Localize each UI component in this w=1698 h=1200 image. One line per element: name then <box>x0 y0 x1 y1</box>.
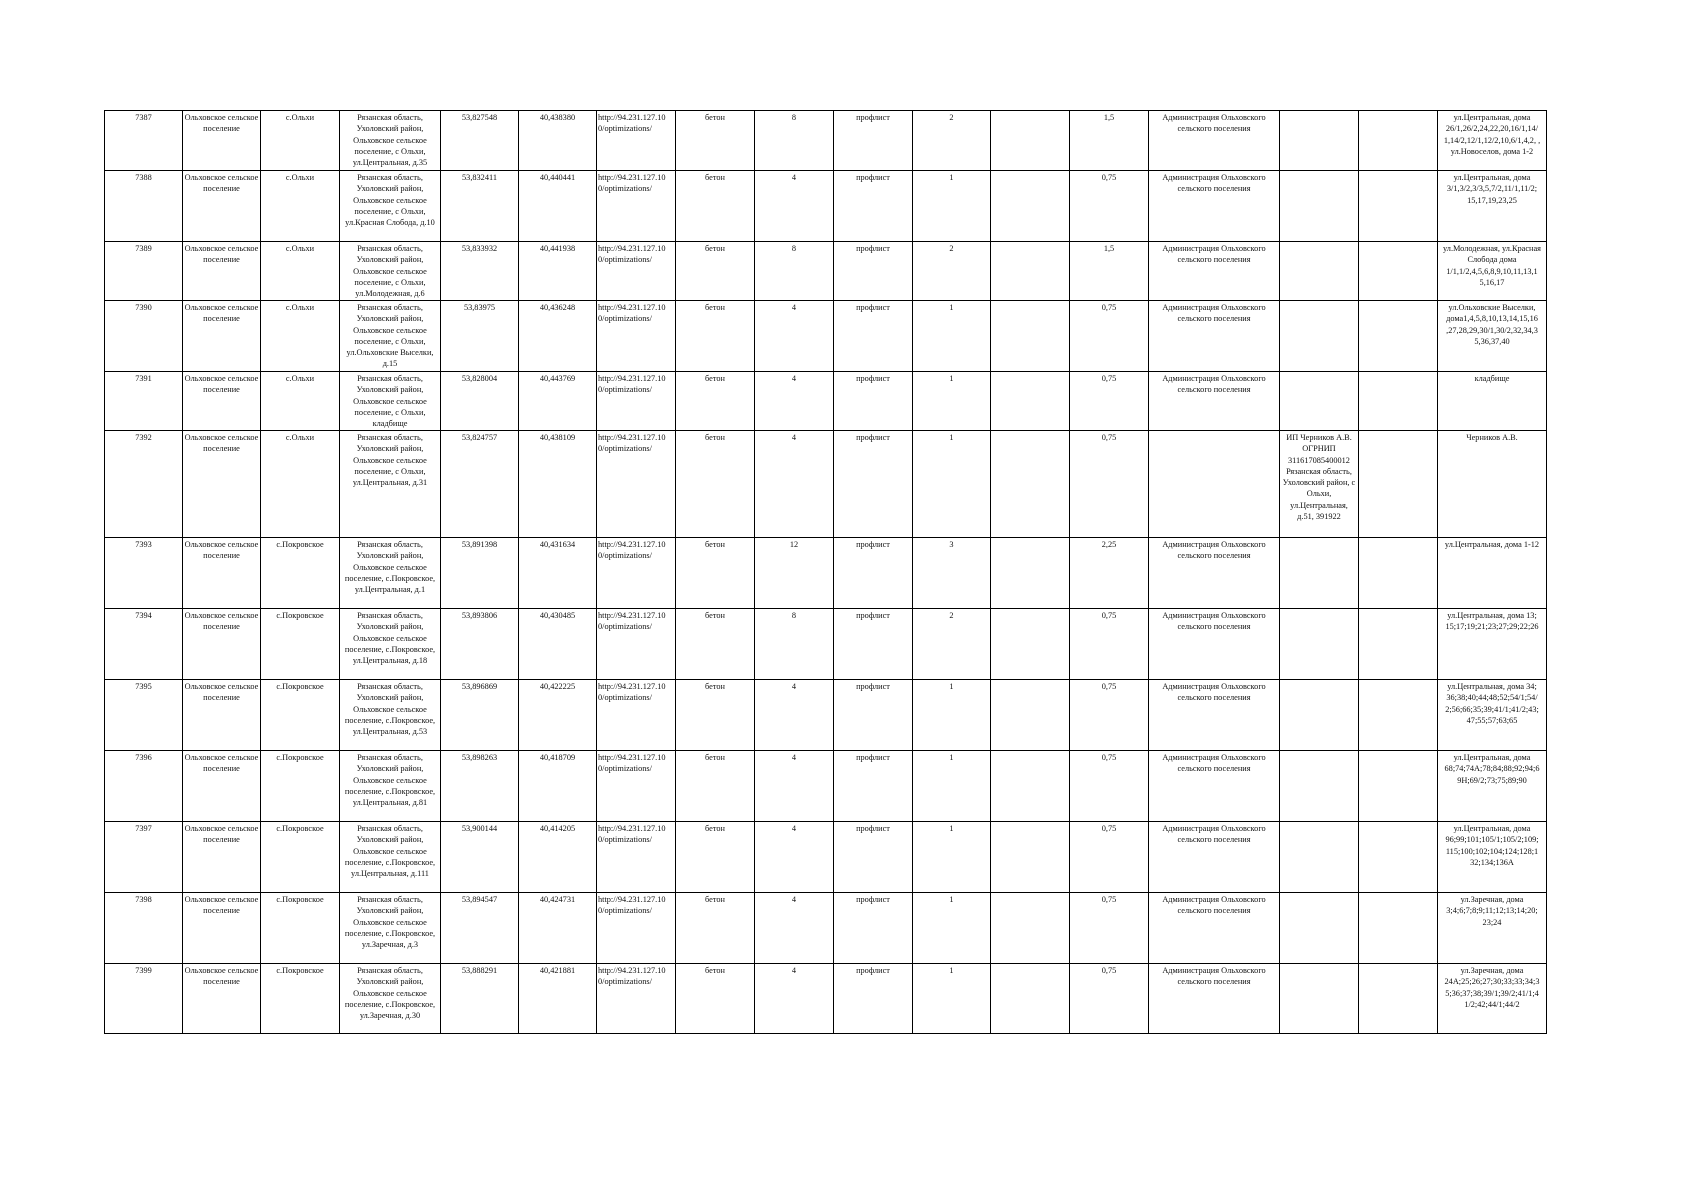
latitude: 53,824757 <box>441 431 519 538</box>
empty-cell <box>1359 372 1438 431</box>
settlement-name: Ольховское сельское поселение <box>183 538 261 609</box>
surface-type: бетон <box>676 372 755 431</box>
site-owner: Администрация Ольховского сельского поселения <box>1149 680 1280 751</box>
empty-cell <box>1359 751 1438 822</box>
table-row <box>105 111 1547 171</box>
empty-cell <box>991 372 1070 431</box>
village-name: с.Покровское <box>261 964 340 1034</box>
site-address: Рязанская область, Ухоловский район, Ольховское сельское поселение, с Ольхи, ул.Центральная, д.31 <box>340 431 441 538</box>
longitude: 40,436248 <box>519 301 597 372</box>
surface-type: бетон <box>676 431 755 538</box>
site-area: 4 <box>755 964 834 1034</box>
table-row <box>105 751 1547 822</box>
empty-cell <box>1359 301 1438 372</box>
longitude: 40,441938 <box>519 242 597 301</box>
empty-cell <box>991 609 1070 680</box>
fence-type: профлист <box>834 301 913 372</box>
container-volume: 0,75 <box>1070 609 1149 680</box>
site-area: 8 <box>755 609 834 680</box>
site-address: Рязанская область, Ухоловский район, Ольховское сельское поселение, с Ольхи, ул.Молодежная, д.6 <box>340 242 441 301</box>
empty-cell <box>991 301 1070 372</box>
village-name: с.Покровское <box>261 680 340 751</box>
served-addresses: ул.Центральная, дома 3/1,3/2,3/3,5,7/2,11/1,11/2; 15,17,19,23,25 <box>1438 171 1547 242</box>
record-id: 7387 <box>105 111 183 171</box>
register-table <box>104 110 1547 1034</box>
longitude: 40,430485 <box>519 609 597 680</box>
container-count: 1 <box>913 680 991 751</box>
owner-details <box>1280 680 1359 751</box>
site-address: Рязанская область, Ухоловский район, Ольховское сельское поселение, с.Покровское, ул.Заречная, д.30 <box>340 964 441 1034</box>
empty-cell <box>1359 609 1438 680</box>
empty-cell <box>1359 431 1438 538</box>
longitude: 40,421881 <box>519 964 597 1034</box>
site-area: 12 <box>755 538 834 609</box>
owner-details <box>1280 171 1359 242</box>
settlement-name: Ольховское сельское поселение <box>183 893 261 964</box>
container-volume: 0,75 <box>1070 680 1149 751</box>
fence-type: профлист <box>834 893 913 964</box>
settlement-name: Ольховское сельское поселение <box>183 111 261 171</box>
record-id: 7398 <box>105 893 183 964</box>
longitude: 40,438380 <box>519 111 597 171</box>
served-addresses: ул.Центральная, дома 13; 15;17;19;21;23;27;29;22;26 <box>1438 609 1547 680</box>
village-name: с.Ольхи <box>261 111 340 171</box>
container-volume: 1,5 <box>1070 242 1149 301</box>
served-addresses: ул.Ольховские Выселки, дома1,4,5,8,10,13,14,15,16 ,27,28,29,30/1,30/2,32,34,3 5,36,37,40 <box>1438 301 1547 372</box>
record-id: 7399 <box>105 964 183 1034</box>
owner-details <box>1280 538 1359 609</box>
site-owner: Администрация Ольховского сельского поселения <box>1149 538 1280 609</box>
container-count: 1 <box>913 431 991 538</box>
served-addresses: ул.Центральная, дома 26/1,26/2,24,22,20,16/1,14/ 1,14/2,12/1,12/2,10,6/1,4,2, , ул.Новоселов, дома 1-2 <box>1438 111 1547 171</box>
empty-cell <box>991 893 1070 964</box>
latitude: 53,888291 <box>441 964 519 1034</box>
site-area: 4 <box>755 301 834 372</box>
settlement-name: Ольховское сельское поселение <box>183 171 261 242</box>
served-addresses: ул.Заречная, дома 3;4;6;7;8;9;11;12;13;14;20; 23;24 <box>1438 893 1547 964</box>
fence-type: профлист <box>834 609 913 680</box>
surface-type: бетон <box>676 171 755 242</box>
map-link[interactable]: http://94.231.127.10 0/optimizations/ <box>597 964 676 1034</box>
map-link[interactable]: http://94.231.127.10 0/optimizations/ <box>597 680 676 751</box>
longitude: 40,440441 <box>519 171 597 242</box>
latitude: 53,83975 <box>441 301 519 372</box>
record-id: 7390 <box>105 301 183 372</box>
site-address: Рязанская область, Ухоловский район, Ольховское сельское поселение, с.Покровское, ул.Центральная, д.53 <box>340 680 441 751</box>
table-row <box>105 301 1547 372</box>
village-name: с.Ольхи <box>261 301 340 372</box>
site-area: 8 <box>755 242 834 301</box>
fence-type: профлист <box>834 822 913 893</box>
village-name: с.Покровское <box>261 893 340 964</box>
village-name: с.Покровское <box>261 609 340 680</box>
site-owner: Администрация Ольховского сельского поселения <box>1149 893 1280 964</box>
map-link[interactable]: http://94.231.127.10 0/optimizations/ <box>597 372 676 431</box>
table-row <box>105 893 1547 964</box>
village-name: с.Ольхи <box>261 372 340 431</box>
longitude: 40,414205 <box>519 822 597 893</box>
latitude: 53,891398 <box>441 538 519 609</box>
surface-type: бетон <box>676 751 755 822</box>
owner-details <box>1280 822 1359 893</box>
table-row <box>105 822 1547 893</box>
settlement-name: Ольховское сельское поселение <box>183 964 261 1034</box>
site-area: 4 <box>755 171 834 242</box>
map-link[interactable]: http://94.231.127.10 0/optimizations/ <box>597 171 676 242</box>
container-volume: 0,75 <box>1070 822 1149 893</box>
record-id: 7391 <box>105 372 183 431</box>
settlement-name: Ольховское сельское поселение <box>183 822 261 893</box>
owner-details <box>1280 609 1359 680</box>
map-link[interactable]: http://94.231.127.10 0/optimizations/ <box>597 893 676 964</box>
site-address: Рязанская область, Ухоловский район, Ольховское сельское поселение, с.Покровское, ул.Центральная, д.18 <box>340 609 441 680</box>
site-owner: Администрация Ольховского сельского поселения <box>1149 301 1280 372</box>
owner-details <box>1280 751 1359 822</box>
map-link[interactable]: http://94.231.127.10 0/optimizations/ <box>597 609 676 680</box>
container-volume: 0,75 <box>1070 964 1149 1034</box>
served-addresses: кладбище <box>1438 372 1547 431</box>
site-area: 8 <box>755 111 834 171</box>
owner-details <box>1280 372 1359 431</box>
table-row <box>105 609 1547 680</box>
site-address: Рязанская область, Ухоловский район, Ольховское сельское поселение, с.Покровское, ул.Центральная, д.111 <box>340 822 441 893</box>
site-area: 4 <box>755 893 834 964</box>
fence-type: профлист <box>834 680 913 751</box>
settlement-name: Ольховское сельское поселение <box>183 609 261 680</box>
container-count: 2 <box>913 609 991 680</box>
settlement-name: Ольховское сельское поселение <box>183 301 261 372</box>
record-id: 7396 <box>105 751 183 822</box>
record-id: 7392 <box>105 431 183 538</box>
served-addresses: ул.Заречная, дома 24А;25;26;27;30;33;33;34;3 5;36;37;38;39/1;39/2;41/1;4 1/2;42;44/1;44/2 <box>1438 964 1547 1034</box>
settlement-name: Ольховское сельское поселение <box>183 680 261 751</box>
served-addresses: ул.Центральная, дома 34; 36;38;40;44;48;52;54/1;54/ 2;56;66;35;39;41/1;41/2;43; 47;55;57;63;65 <box>1438 680 1547 751</box>
surface-type: бетон <box>676 680 755 751</box>
surface-type: бетон <box>676 822 755 893</box>
fence-type: профлист <box>834 171 913 242</box>
served-addresses: Черников А.В. <box>1438 431 1547 538</box>
table-row <box>105 171 1547 242</box>
owner-details <box>1280 242 1359 301</box>
village-name: с.Покровское <box>261 538 340 609</box>
empty-cell <box>991 242 1070 301</box>
map-link[interactable]: http://94.231.127.10 0/optimizations/ <box>597 822 676 893</box>
surface-type: бетон <box>676 964 755 1034</box>
table-row <box>105 680 1547 751</box>
latitude: 53,893806 <box>441 609 519 680</box>
village-name: с.Покровское <box>261 751 340 822</box>
surface-type: бетон <box>676 609 755 680</box>
container-count: 1 <box>913 751 991 822</box>
site-address: Рязанская область, Ухоловский район, Ольховское сельское поселение, с.Покровское, ул.Центральная, д.81 <box>340 751 441 822</box>
map-link[interactable]: http://94.231.127.10 0/optimizations/ <box>597 242 676 301</box>
site-owner: Администрация Ольховского сельского поселения <box>1149 964 1280 1034</box>
site-area: 4 <box>755 372 834 431</box>
container-count: 2 <box>913 242 991 301</box>
table-row <box>105 538 1547 609</box>
empty-cell <box>991 822 1070 893</box>
latitude: 53,894547 <box>441 893 519 964</box>
record-id: 7388 <box>105 171 183 242</box>
register-body <box>105 111 1547 1034</box>
site-owner: Администрация Ольховского сельского поселения <box>1149 751 1280 822</box>
empty-cell <box>1359 538 1438 609</box>
empty-cell <box>991 538 1070 609</box>
site-area: 4 <box>755 680 834 751</box>
site-owner: Администрация Ольховского сельского поселения <box>1149 111 1280 171</box>
fence-type: профлист <box>834 111 913 171</box>
owner-details <box>1280 893 1359 964</box>
container-count: 2 <box>913 111 991 171</box>
empty-cell <box>1359 171 1438 242</box>
empty-cell <box>991 680 1070 751</box>
settlement-name: Ольховское сельское поселение <box>183 751 261 822</box>
table-row <box>105 431 1547 538</box>
empty-cell <box>991 751 1070 822</box>
empty-cell <box>1359 893 1438 964</box>
village-name: с.Покровское <box>261 822 340 893</box>
served-addresses: ул.Центральная, дома 96;99;101;105/1;105/2;109; 115;100;102;104;124;128;1 32;134;136А <box>1438 822 1547 893</box>
empty-cell <box>1359 242 1438 301</box>
container-count: 3 <box>913 538 991 609</box>
container-volume: 0,75 <box>1070 893 1149 964</box>
table-row <box>105 372 1547 431</box>
settlement-name: Ольховское сельское поселение <box>183 431 261 538</box>
site-owner: Администрация Ольховского сельского поселения <box>1149 171 1280 242</box>
record-id: 7389 <box>105 242 183 301</box>
site-area: 4 <box>755 431 834 538</box>
site-address: Рязанская область, Ухоловский район, Ольховское сельское поселение, с Ольхи, ул.Ольховские Выселки, д.15 <box>340 301 441 372</box>
surface-type: бетон <box>676 893 755 964</box>
village-name: с.Ольхи <box>261 171 340 242</box>
site-address: Рязанская область, Ухоловский район, Ольховское сельское поселение, с Ольхи, ул.Центральная, д.35 <box>340 111 441 171</box>
table-row <box>105 964 1547 1034</box>
empty-cell <box>991 431 1070 538</box>
map-link[interactable]: http://94.231.127.10 0/optimizations/ <box>597 538 676 609</box>
owner-details <box>1280 111 1359 171</box>
latitude: 53,896869 <box>441 680 519 751</box>
site-address: Рязанская область, Ухоловский район, Ольховское сельское поселение, с.Покровское, ул.Центральная, д.1 <box>340 538 441 609</box>
empty-cell <box>1359 964 1438 1034</box>
container-volume: 0,75 <box>1070 171 1149 242</box>
fence-type: профлист <box>834 538 913 609</box>
served-addresses: ул.Центральная, дома 1-12 <box>1438 538 1547 609</box>
empty-cell <box>1359 822 1438 893</box>
container-count: 1 <box>913 171 991 242</box>
site-owner: Администрация Ольховского сельского поселения <box>1149 609 1280 680</box>
record-id: 7397 <box>105 822 183 893</box>
site-owner <box>1149 431 1280 538</box>
container-volume: 0,75 <box>1070 431 1149 538</box>
settlement-name: Ольховское сельское поселение <box>183 372 261 431</box>
owner-details <box>1280 301 1359 372</box>
latitude: 53,833932 <box>441 242 519 301</box>
fence-type: профлист <box>834 751 913 822</box>
empty-cell <box>1359 680 1438 751</box>
container-volume: 0,75 <box>1070 301 1149 372</box>
served-addresses: ул.Молодежная, ул.Красная Слобода дома 1/1,1/2,4,5,6,8,9,10,11,13,1 5,16,17 <box>1438 242 1547 301</box>
container-count: 1 <box>913 301 991 372</box>
longitude: 40,418709 <box>519 751 597 822</box>
fence-type: профлист <box>834 242 913 301</box>
site-address: Рязанская область, Ухоловский район, Ольховское сельское поселение, с Ольхи, кладбище <box>340 372 441 431</box>
owner-details <box>1280 964 1359 1034</box>
record-id: 7395 <box>105 680 183 751</box>
settlement-name: Ольховское сельское поселение <box>183 242 261 301</box>
site-area: 4 <box>755 822 834 893</box>
site-address: Рязанская область, Ухоловский район, Ольховское сельское поселение, с Ольхи, ул.Красная Слобода, д.10 <box>340 171 441 242</box>
longitude: 40,438109 <box>519 431 597 538</box>
village-name: с.Ольхи <box>261 242 340 301</box>
latitude: 53,828004 <box>441 372 519 431</box>
owner-details: ИП Черников А.В. ОГРНИП 311617085400012 Рязанская область, Ухоловский район, с Ольхи, ул.Центральная, д.51, 391922 <box>1280 431 1359 538</box>
container-volume: 0,75 <box>1070 751 1149 822</box>
container-count: 1 <box>913 893 991 964</box>
latitude: 53,898263 <box>441 751 519 822</box>
village-name: с.Ольхи <box>261 431 340 538</box>
map-link[interactable]: http://94.231.127.10 0/optimizations/ <box>597 751 676 822</box>
site-address: Рязанская область, Ухоловский район, Ольховское сельское поселение, с.Покровское, ул.Заречная, д.3 <box>340 893 441 964</box>
empty-cell <box>1359 111 1438 171</box>
table-row <box>105 242 1547 301</box>
latitude: 53,832411 <box>441 171 519 242</box>
longitude: 40,443769 <box>519 372 597 431</box>
site-area: 4 <box>755 751 834 822</box>
empty-cell <box>991 964 1070 1034</box>
longitude: 40,431634 <box>519 538 597 609</box>
record-id: 7394 <box>105 609 183 680</box>
fence-type: профлист <box>834 372 913 431</box>
container-volume: 2,25 <box>1070 538 1149 609</box>
record-id: 7393 <box>105 538 183 609</box>
container-volume: 1,5 <box>1070 111 1149 171</box>
longitude: 40,424731 <box>519 893 597 964</box>
site-owner: Администрация Ольховского сельского поселения <box>1149 822 1280 893</box>
fence-type: профлист <box>834 431 913 538</box>
fence-type: профлист <box>834 964 913 1034</box>
container-count: 1 <box>913 964 991 1034</box>
map-link[interactable]: http://94.231.127.10 0/optimizations/ <box>597 301 676 372</box>
longitude: 40,422225 <box>519 680 597 751</box>
container-volume: 0,75 <box>1070 372 1149 431</box>
surface-type: бетон <box>676 242 755 301</box>
site-owner: Администрация Ольховского сельского поселения <box>1149 372 1280 431</box>
served-addresses: ул.Центральная, дома 68;74;74А;78;84;88;92;94;6 9Н;69/2;73;75;89;90 <box>1438 751 1547 822</box>
empty-cell <box>991 171 1070 242</box>
site-owner: Администрация Ольховского сельского поселения <box>1149 242 1280 301</box>
container-count: 1 <box>913 822 991 893</box>
surface-type: бетон <box>676 301 755 372</box>
empty-cell <box>991 111 1070 171</box>
map-link[interactable]: http://94.231.127.10 0/optimizations/ <box>597 111 676 171</box>
container-count: 1 <box>913 372 991 431</box>
surface-type: бетон <box>676 538 755 609</box>
latitude: 53,900144 <box>441 822 519 893</box>
latitude: 53,827548 <box>441 111 519 171</box>
surface-type: бетон <box>676 111 755 171</box>
map-link[interactable]: http://94.231.127.10 0/optimizations/ <box>597 431 676 538</box>
